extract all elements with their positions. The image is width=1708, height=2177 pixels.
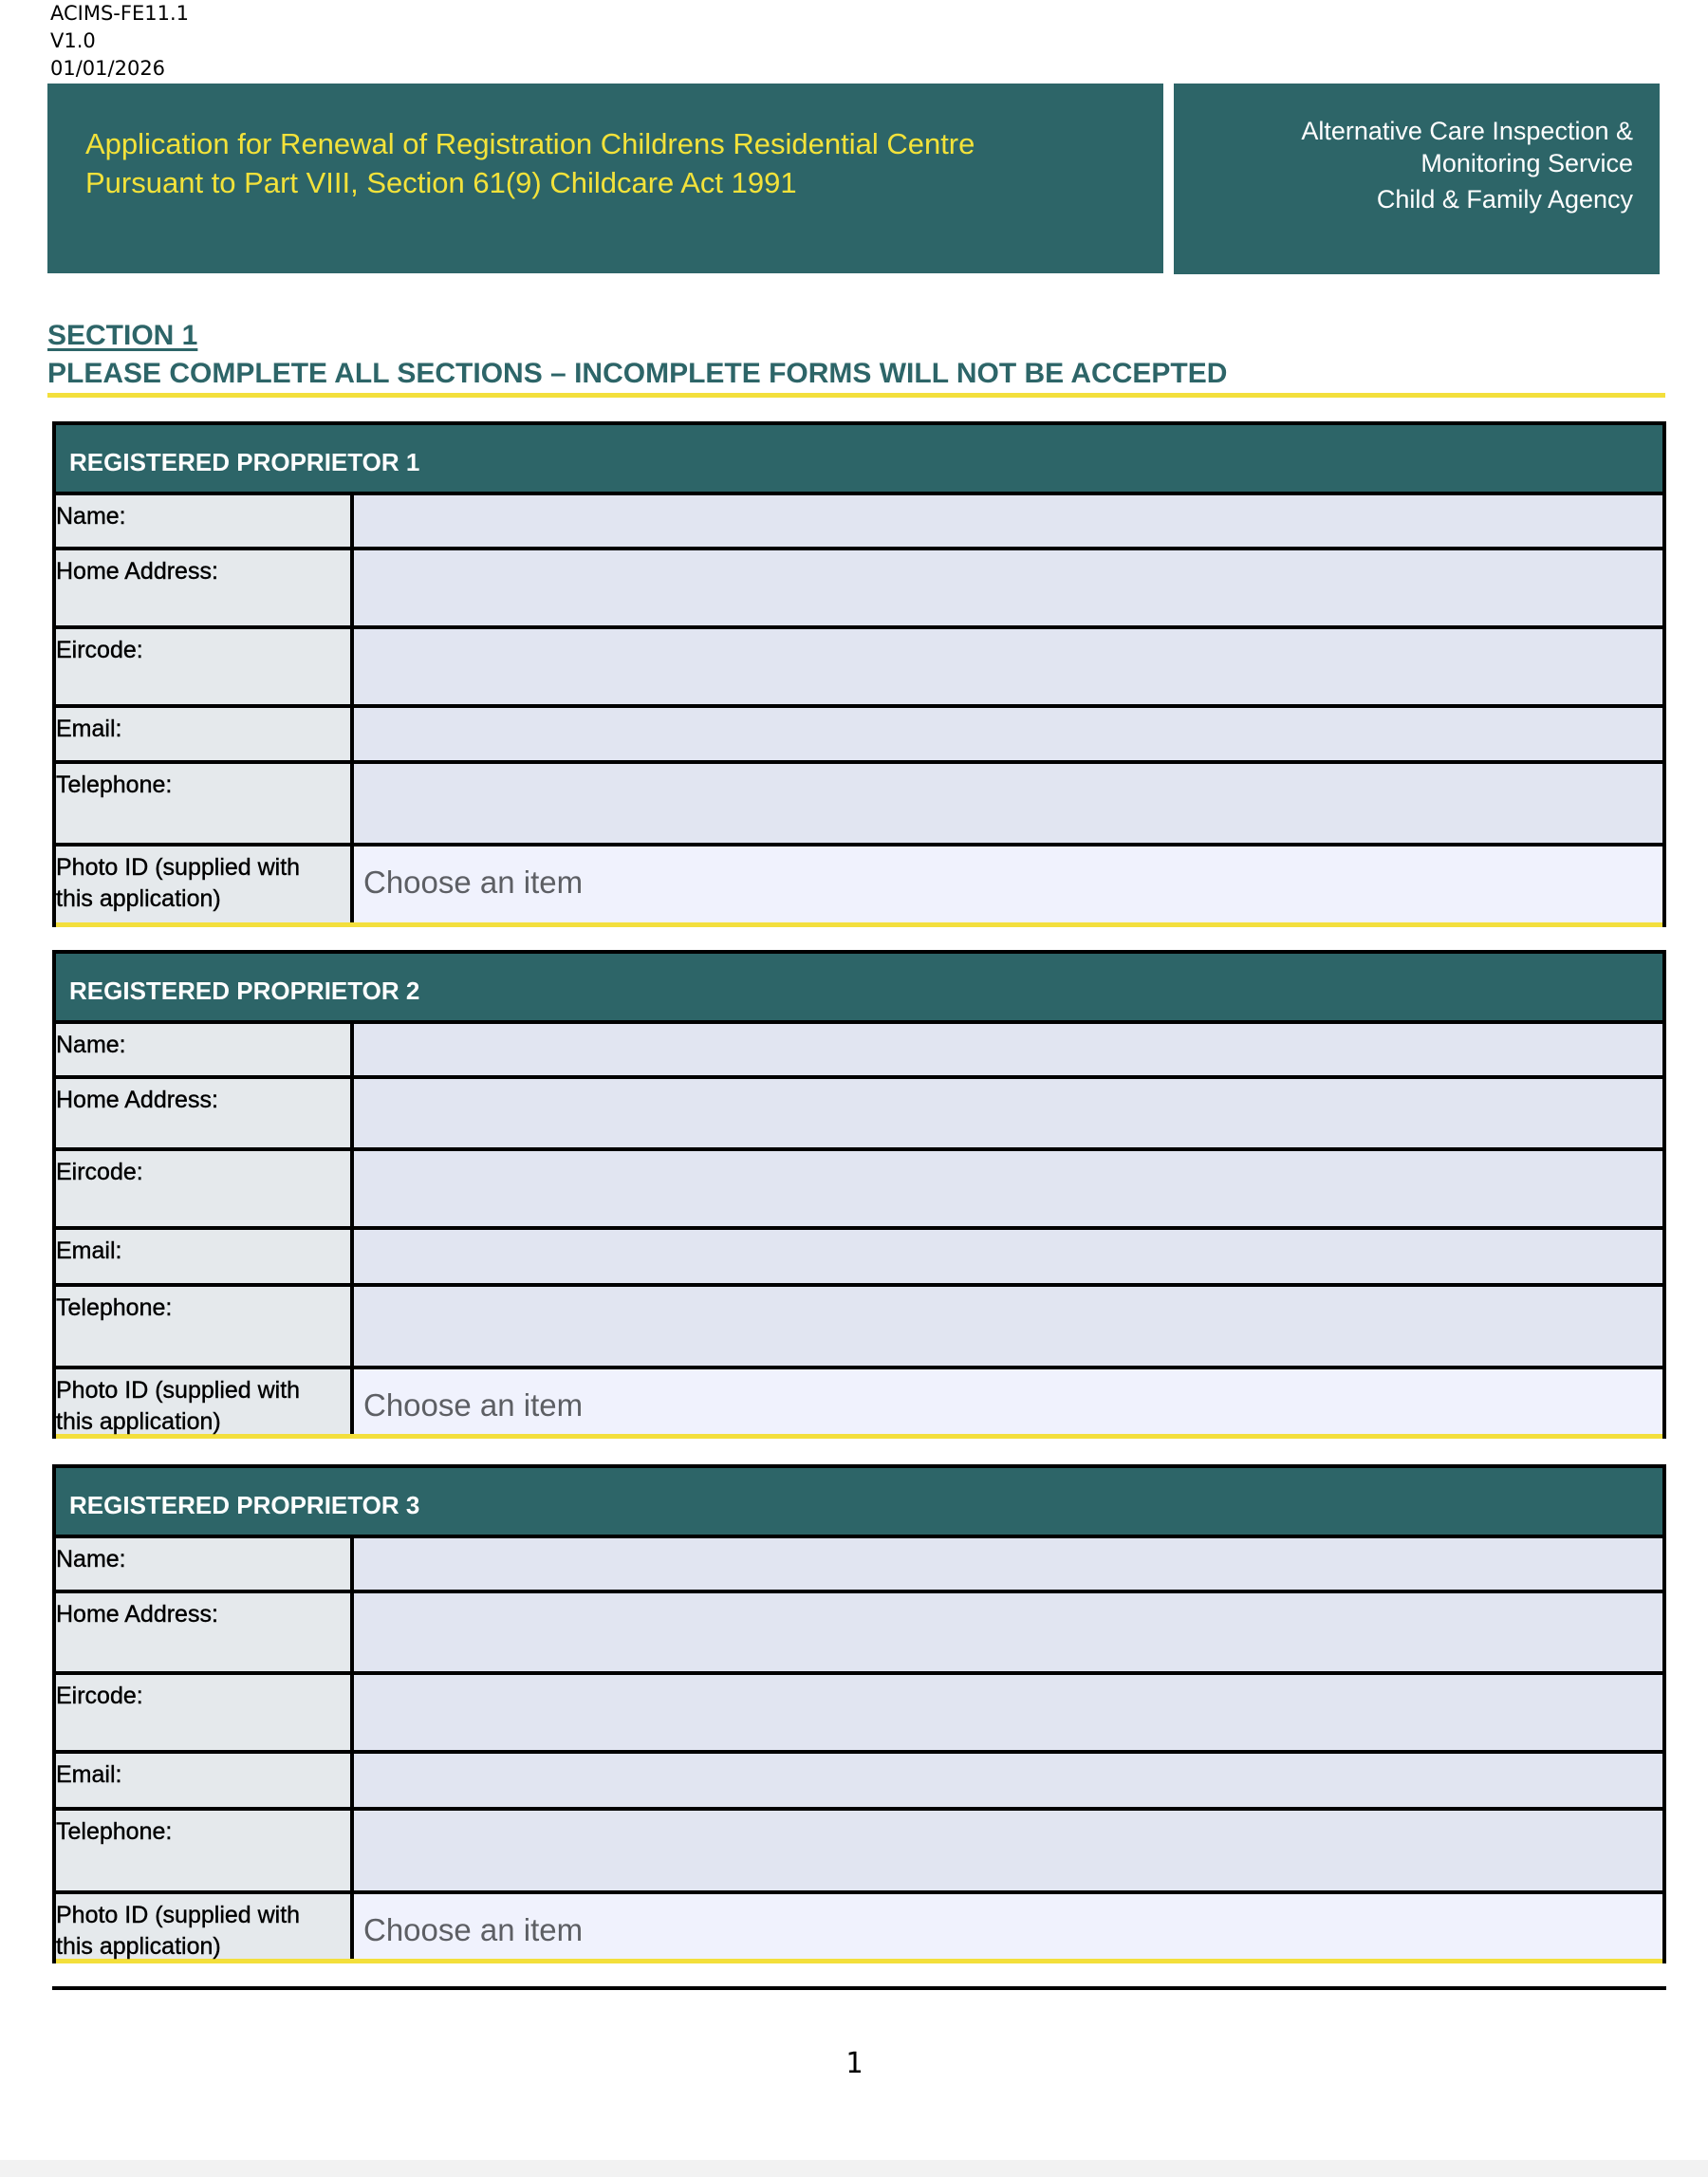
proprietor-2-name-field[interactable]: [354, 1024, 1662, 1075]
proprietor-2-email-row: [56, 1230, 1662, 1287]
email-label: Email:: [56, 708, 354, 760]
document-date: 01/01/2026: [50, 57, 166, 80]
proprietor-3-table: [52, 1464, 1666, 1963]
photo-id-label-line-2: this application): [56, 1408, 221, 1435]
photo-id-label-line-1: Photo ID (supplied with: [56, 854, 301, 881]
proprietor-3-photo-id-dropdown[interactable]: Choose an item: [354, 1894, 1662, 1959]
telephone-label: Telephone:: [56, 1811, 354, 1890]
proprietor-1-address-row: [56, 550, 1662, 629]
proprietor-1-eircode-field[interactable]: [354, 629, 1662, 704]
page-number: 1: [845, 2047, 863, 2080]
proprietor-1-photo-id-row: [56, 847, 1662, 927]
proprietor-2-email-field[interactable]: [354, 1230, 1662, 1283]
form-title-line-1: Application for Renewal of Registration Childrens Residential Centre: [85, 127, 975, 160]
photo-id-label-line-1: Photo ID (supplied with: [56, 1902, 301, 1928]
proprietor-3-title: REGISTERED PROPRIETOR 3: [56, 1468, 1662, 1538]
proprietor-2-eircode-row: [56, 1151, 1662, 1230]
section-heading: [47, 317, 1227, 393]
form-title-line-2: Pursuant to Part VIII, Section 61(9) Childcare Act 1991: [85, 166, 797, 199]
proprietor-2-photo-id-dropdown[interactable]: Choose an item: [354, 1369, 1662, 1434]
footer-divider: [52, 1986, 1666, 1990]
eircode-label: Eircode:: [56, 629, 354, 704]
proprietor-2-telephone-field[interactable]: [354, 1287, 1662, 1366]
proprietor-3-name-row: [56, 1538, 1662, 1593]
proprietor-2-photo-id-row: [56, 1369, 1662, 1439]
proprietor-1-title: REGISTERED PROPRIETOR 1: [56, 425, 1662, 495]
agency-banner: [1174, 84, 1660, 274]
home-address-label: Home Address:: [56, 550, 354, 625]
proprietor-1-telephone-row: [56, 764, 1662, 847]
form-title-banner: [47, 84, 1163, 273]
proprietor-3-email-row: [56, 1754, 1662, 1811]
email-label: Email:: [56, 1754, 354, 1807]
proprietor-1-name-row: [56, 495, 1662, 550]
proprietor-3-photo-id-row: [56, 1894, 1662, 1963]
proprietor-1-email-row: [56, 708, 1662, 764]
proprietor-2-address-row: [56, 1079, 1662, 1151]
page-bottom-edge: [0, 2160, 1708, 2177]
photo-id-label-line-2: this application): [56, 885, 221, 912]
photo-id-label: [56, 1369, 354, 1434]
home-address-label: Home Address:: [56, 1079, 354, 1147]
service-name-line-2: Monitoring Service: [1420, 149, 1633, 177]
proprietor-3-eircode-row: [56, 1675, 1662, 1754]
proprietor-1-eircode-row: [56, 629, 1662, 708]
proprietor-2-title: REGISTERED PROPRIETOR 2: [56, 954, 1662, 1024]
proprietor-2-table: [52, 950, 1666, 1439]
service-name-line-1: Alternative Care Inspection &: [1301, 117, 1633, 145]
photo-id-label-line-1: Photo ID (supplied with: [56, 1377, 301, 1404]
photo-id-label-line-2: this application): [56, 1933, 221, 1960]
proprietor-3-name-field[interactable]: [354, 1538, 1662, 1590]
proprietor-2-name-row: [56, 1024, 1662, 1079]
form-title: [85, 124, 1125, 202]
document-version: V1.0: [50, 29, 96, 52]
document-code: ACIMS-FE11.1: [50, 2, 189, 25]
section-number: SECTION 1: [47, 320, 198, 351]
proprietor-1-email-field[interactable]: [354, 708, 1662, 760]
name-label: Name:: [56, 1024, 354, 1075]
proprietor-1-address-field[interactable]: [354, 550, 1662, 625]
proprietor-1-table: [52, 421, 1666, 927]
proprietor-1-telephone-field[interactable]: [354, 764, 1662, 843]
proprietor-3-address-row: [56, 1593, 1662, 1675]
proprietor-3-address-field[interactable]: [354, 1593, 1662, 1671]
proprietor-3-telephone-field[interactable]: [354, 1811, 1662, 1890]
proprietor-2-eircode-field[interactable]: [354, 1151, 1662, 1226]
photo-id-label: [56, 1894, 354, 1959]
email-label: Email:: [56, 1230, 354, 1283]
photo-id-label: [56, 847, 354, 922]
telephone-label: Telephone:: [56, 764, 354, 843]
proprietor-1-photo-id-dropdown[interactable]: Choose an item: [354, 847, 1662, 922]
proprietor-1-name-field[interactable]: [354, 495, 1662, 547]
telephone-label: Telephone:: [56, 1287, 354, 1366]
section-instruction: PLEASE COMPLETE ALL SECTIONS – INCOMPLETE FORMS WILL NOT BE ACCEPTED: [47, 358, 1228, 389]
name-label: Name:: [56, 1538, 354, 1590]
name-label: Name:: [56, 495, 354, 547]
section-divider: [47, 393, 1665, 398]
document-metadata: [50, 0, 189, 83]
proprietor-2-telephone-row: [56, 1287, 1662, 1369]
proprietor-3-eircode-field[interactable]: [354, 1675, 1662, 1750]
proprietor-2-address-field[interactable]: [354, 1079, 1662, 1147]
home-address-label: Home Address:: [56, 1593, 354, 1671]
eircode-label: Eircode:: [56, 1151, 354, 1226]
proprietor-3-telephone-row: [56, 1811, 1662, 1894]
agency-name: Child & Family Agency: [1376, 185, 1633, 214]
proprietor-3-email-field[interactable]: [354, 1754, 1662, 1807]
eircode-label: Eircode:: [56, 1675, 354, 1750]
